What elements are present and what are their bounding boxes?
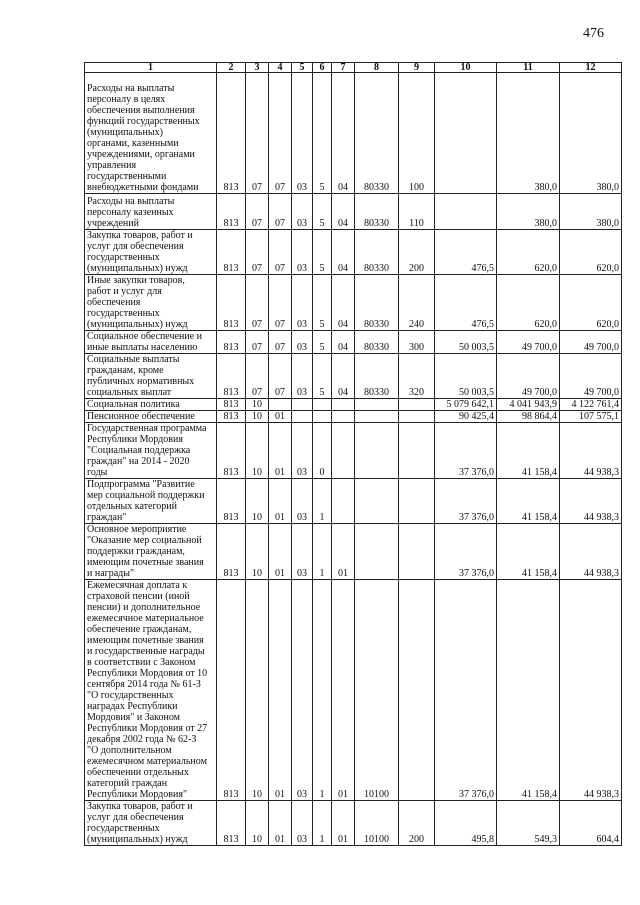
value-cell: 813 [217, 73, 246, 194]
table-row [85, 479, 622, 524]
value-cell: 813 [217, 524, 246, 580]
value-cell: 80330 [355, 331, 399, 354]
value-cell: 813 [217, 801, 246, 846]
value-cell: 98 864,4 [497, 411, 560, 423]
row-label-cell: Государственная программа Республики Мордовия "Социальная поддержка граждан" на 2014 - 2020 годы [85, 423, 217, 479]
value-cell: 03 [292, 479, 313, 524]
value-cell: 07 [246, 275, 269, 331]
table-row [85, 73, 622, 194]
value-cell: 04 [332, 230, 355, 275]
value-cell [399, 411, 435, 423]
value-cell [355, 411, 399, 423]
value-cell: 110 [399, 194, 435, 230]
table-row [85, 194, 622, 230]
value-cell: 49 700,0 [497, 354, 560, 399]
value-cell: 200 [399, 230, 435, 275]
value-cell: 01 [269, 524, 292, 580]
value-cell: 37 376,0 [435, 580, 497, 801]
value-cell [399, 524, 435, 580]
budget-table [84, 62, 622, 846]
value-cell: 07 [269, 194, 292, 230]
value-cell: 5 [313, 230, 332, 275]
value-cell [435, 73, 497, 194]
table-header-row [85, 63, 622, 73]
value-cell: 01 [269, 580, 292, 801]
value-cell: 01 [332, 801, 355, 846]
row-label-cell: Расходы на выплаты персоналу в целях обеспечения выполнения функций государственных (муниципальных) органами, казенными учреждениями, органами управления государственными внебюджетными фондами [85, 73, 217, 194]
value-cell: 07 [246, 73, 269, 194]
table-row [85, 230, 622, 275]
value-cell: 10100 [355, 801, 399, 846]
value-cell: 813 [217, 230, 246, 275]
value-cell [399, 580, 435, 801]
row-label-cell: Ежемесячная доплата к страховой пенсии (иной пенсии) и дополнительное ежемесячное материальное обеспечение гражданам, имеющим почетные звания и государственные награды в соответствии с Законом Республики Мордовия от 10 сентября 2014 года № 61-З "О государственных наградах Республики Мордовия" и Законом Республики Мордовия от 27 декабря 2002 года № 62-З "О дополнительном ежемесячном материальном обеспечении отдельных категорий граждан Республики Мордовия" [85, 580, 217, 801]
value-cell: 380,0 [497, 73, 560, 194]
value-cell: 03 [292, 275, 313, 331]
column-header: 11 [497, 63, 560, 73]
value-cell: 07 [246, 331, 269, 354]
value-cell: 620,0 [497, 275, 560, 331]
value-cell: 813 [217, 423, 246, 479]
value-cell [269, 399, 292, 411]
value-cell: 813 [217, 580, 246, 801]
value-cell: 01 [269, 479, 292, 524]
column-header: 5 [292, 63, 313, 73]
column-header: 6 [313, 63, 332, 73]
value-cell: 813 [217, 354, 246, 399]
value-cell: 03 [292, 423, 313, 479]
value-cell: 07 [269, 331, 292, 354]
value-cell: 03 [292, 524, 313, 580]
row-label-cell: Иные закупки товаров, работ и услуг для обеспечения государственных (муниципальных) нужд [85, 275, 217, 331]
value-cell: 813 [217, 275, 246, 331]
value-cell: 10 [246, 399, 269, 411]
column-header: 9 [399, 63, 435, 73]
value-cell: 620,0 [560, 230, 622, 275]
value-cell: 44 938,3 [560, 524, 622, 580]
table-row [85, 524, 622, 580]
value-cell: 50 003,5 [435, 354, 497, 399]
value-cell: 5 [313, 73, 332, 194]
value-cell [355, 399, 399, 411]
row-label-cell: Подпрограмма "Развитие мер социальной поддержки отдельных категорий граждан" [85, 479, 217, 524]
page-number: 476 [583, 26, 604, 41]
table-row [85, 580, 622, 801]
table-row [85, 331, 622, 354]
value-cell: 1 [313, 801, 332, 846]
value-cell: 07 [269, 73, 292, 194]
value-cell: 80330 [355, 73, 399, 194]
column-header: 7 [332, 63, 355, 73]
value-cell [399, 399, 435, 411]
value-cell: 01 [269, 411, 292, 423]
value-cell: 549,3 [497, 801, 560, 846]
value-cell: 80330 [355, 275, 399, 331]
row-label-cell: Закупка товаров, работ и услуг для обеспечения государственных (муниципальных) нужд [85, 801, 217, 846]
value-cell: 100 [399, 73, 435, 194]
value-cell: 41 158,4 [497, 479, 560, 524]
value-cell: 813 [217, 479, 246, 524]
value-cell [292, 411, 313, 423]
value-cell: 01 [332, 524, 355, 580]
row-label-cell: Закупка товаров, работ и услуг для обеспечения государственных (муниципальных) нужд [85, 230, 217, 275]
value-cell: 813 [217, 399, 246, 411]
value-cell: 5 [313, 194, 332, 230]
value-cell: 04 [332, 354, 355, 399]
value-cell: 49 700,0 [497, 331, 560, 354]
column-header: 12 [560, 63, 622, 73]
value-cell: 03 [292, 230, 313, 275]
value-cell: 10 [246, 423, 269, 479]
table-row [85, 399, 622, 411]
value-cell: 41 158,4 [497, 423, 560, 479]
value-cell: 813 [217, 331, 246, 354]
value-cell: 49 700,0 [560, 331, 622, 354]
row-label-cell: Социальное обеспечение и иные выплаты населению [85, 331, 217, 354]
value-cell: 10100 [355, 580, 399, 801]
value-cell: 07 [246, 194, 269, 230]
value-cell: 380,0 [497, 194, 560, 230]
value-cell: 10 [246, 801, 269, 846]
value-cell: 49 700,0 [560, 354, 622, 399]
value-cell: 50 003,5 [435, 331, 497, 354]
value-cell: 03 [292, 354, 313, 399]
value-cell: 07 [269, 275, 292, 331]
value-cell: 620,0 [560, 275, 622, 331]
value-cell: 44 938,3 [560, 423, 622, 479]
value-cell: 300 [399, 331, 435, 354]
row-label-cell: Пенсионное обеспечение [85, 411, 217, 423]
value-cell: 200 [399, 801, 435, 846]
value-cell: 813 [217, 194, 246, 230]
column-header: 1 [85, 63, 217, 73]
table-body [85, 73, 622, 846]
value-cell: 07 [269, 354, 292, 399]
value-cell: 03 [292, 580, 313, 801]
value-cell: 1 [313, 580, 332, 801]
value-cell [313, 411, 332, 423]
value-cell: 37 376,0 [435, 524, 497, 580]
value-cell: 495,8 [435, 801, 497, 846]
value-cell [332, 399, 355, 411]
value-cell: 476,5 [435, 275, 497, 331]
value-cell [292, 399, 313, 411]
value-cell: 4 041 943,9 [497, 399, 560, 411]
value-cell: 07 [269, 230, 292, 275]
column-header: 8 [355, 63, 399, 73]
value-cell: 240 [399, 275, 435, 331]
column-header: 10 [435, 63, 497, 73]
value-cell: 03 [292, 194, 313, 230]
value-cell: 01 [269, 801, 292, 846]
value-cell: 1 [313, 524, 332, 580]
value-cell [355, 479, 399, 524]
value-cell [399, 423, 435, 479]
value-cell: 80330 [355, 194, 399, 230]
value-cell: 1 [313, 479, 332, 524]
table-row [85, 423, 622, 479]
value-cell: 37 376,0 [435, 423, 497, 479]
value-cell: 04 [332, 275, 355, 331]
value-cell [435, 194, 497, 230]
value-cell [355, 423, 399, 479]
value-cell: 80330 [355, 354, 399, 399]
value-cell: 04 [332, 194, 355, 230]
value-cell: 476,5 [435, 230, 497, 275]
value-cell: 320 [399, 354, 435, 399]
value-cell [313, 399, 332, 411]
value-cell: 604,4 [560, 801, 622, 846]
value-cell: 10 [246, 580, 269, 801]
value-cell: 41 158,4 [497, 524, 560, 580]
value-cell: 380,0 [560, 194, 622, 230]
row-label-cell: Расходы на выплаты персоналу казенных учреждений [85, 194, 217, 230]
column-header: 4 [269, 63, 292, 73]
table-row [85, 354, 622, 399]
value-cell: 37 376,0 [435, 479, 497, 524]
value-cell: 41 158,4 [497, 580, 560, 801]
value-cell: 10 [246, 411, 269, 423]
value-cell: 80330 [355, 230, 399, 275]
table-row [85, 801, 622, 846]
column-header: 2 [217, 63, 246, 73]
value-cell: 4 122 761,4 [560, 399, 622, 411]
row-label-cell: Социальные выплаты гражданам, кроме публичных нормативных социальных выплат [85, 354, 217, 399]
value-cell: 03 [292, 73, 313, 194]
value-cell: 10 [246, 479, 269, 524]
value-cell [332, 411, 355, 423]
value-cell: 90 425,4 [435, 411, 497, 423]
value-cell: 813 [217, 411, 246, 423]
row-label-cell: Основное мероприятие "Оказание мер социальной поддержки гражданам, имеющим почетные звания и награды" [85, 524, 217, 580]
value-cell: 01 [269, 423, 292, 479]
value-cell: 04 [332, 331, 355, 354]
value-cell: 380,0 [560, 73, 622, 194]
column-header: 3 [246, 63, 269, 73]
value-cell: 07 [246, 230, 269, 275]
value-cell: 620,0 [497, 230, 560, 275]
value-cell: 5 [313, 354, 332, 399]
value-cell: 44 938,3 [560, 580, 622, 801]
value-cell: 03 [292, 331, 313, 354]
value-cell: 07 [246, 354, 269, 399]
value-cell: 04 [332, 73, 355, 194]
value-cell: 44 938,3 [560, 479, 622, 524]
value-cell: 0 [313, 423, 332, 479]
row-label-cell: Социальная политика [85, 399, 217, 411]
value-cell [355, 524, 399, 580]
value-cell: 5 [313, 331, 332, 354]
value-cell [399, 479, 435, 524]
value-cell [332, 479, 355, 524]
value-cell: 107 575,1 [560, 411, 622, 423]
value-cell: 03 [292, 801, 313, 846]
value-cell: 01 [332, 580, 355, 801]
value-cell [332, 423, 355, 479]
table-row [85, 411, 622, 423]
table-row [85, 275, 622, 331]
value-cell: 5 079 642,1 [435, 399, 497, 411]
value-cell: 5 [313, 275, 332, 331]
value-cell: 10 [246, 524, 269, 580]
